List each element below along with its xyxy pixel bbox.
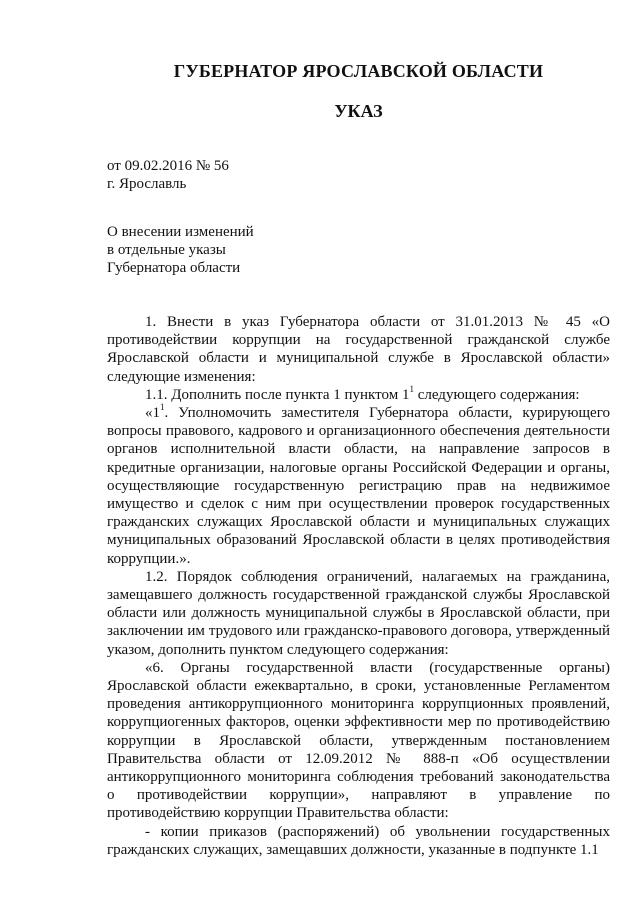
body-paragraph bbox=[107, 404, 610, 568]
body-paragraph: «6. Органы государственной власти (государственные органы) Ярославской области ежеквартально, в сроки, установленные Регламентом проведения антикоррупционного мониторинга коррупционных проявлений, коррупциогенных факторов, оценки эффективности мер по противодействию коррупции в Ярославской области, утвержденным постановлением Правительства области от 12.09.2012 № 888-п «Об осуществлении антикоррупционного мониторинга соблюдения требований законодательства о противодействии коррупции», направляют в управление по противодействию коррупции Правительства области: bbox=[107, 659, 610, 822]
document-body bbox=[107, 313, 610, 859]
body-paragraph: 1. Внести в указ Губернатора области от 31.01.2013 № 45 «О противодействии коррупции на государственной гражданской службе Ярославской области и муниципальной службе в Ярославской области» следующие изменения: bbox=[107, 314, 610, 385]
document-date-number: от 09.02.2016 № 56 bbox=[107, 158, 229, 174]
subject-line: О внесении изменений bbox=[107, 224, 254, 240]
document-meta bbox=[107, 157, 229, 193]
paragraph-text: следующего содержания: bbox=[413, 386, 580, 403]
superscript: 1 bbox=[160, 402, 165, 413]
document-header-title: ГУБЕРНАТОР ЯРОСЛАВСКОЙ ОБЛАСТИ bbox=[173, 61, 544, 81]
body-paragraph bbox=[107, 383, 610, 404]
body-paragraph: - копии приказов (распоряжений) об увольнении государственных гражданских служащих, замещавших должности, указанные в подпункте 1.1 bbox=[107, 823, 610, 858]
document-city: г. Ярославль bbox=[107, 176, 187, 192]
paragraph-text: «1 bbox=[145, 405, 160, 422]
subject-line: в отдельные указы bbox=[107, 242, 226, 258]
subject-line: Губернатора области bbox=[107, 260, 241, 276]
body-paragraph: 1.2. Порядок соблюдения ограничений, налагаемых на гражданина, замещавшего должность государственной гражданской службы Ярославской области или должность муниципальной службы в Ярославской области, при заключении им трудового или гражданско-правового договора, утвержденный указом, дополнить пунктом следующего содержания: bbox=[107, 568, 610, 658]
paragraph-text: 1.1. Дополнить после пункта 1 пунктом 1 bbox=[145, 386, 410, 403]
superscript: 1 bbox=[409, 383, 414, 394]
paragraph-text: . Уполномочить заместителя Губернатора области, курирующего вопросы правового, кадрового и организационного обеспечения деятельности органов исполнительной власти области, на направление запросов в кредитные организации, налоговые органы Российской Федерации и органы, осуществляющие государственную регистрацию прав на недвижимое имущество и сделок с ним при осуществлении проверок государственных гражданских служащих Ярославской области и муниципальных служащих муниципальных образований Ярославской области в целях противодействия коррупции.». bbox=[107, 405, 610, 567]
document-type: УКАЗ bbox=[334, 101, 383, 121]
document-subject bbox=[107, 223, 254, 277]
